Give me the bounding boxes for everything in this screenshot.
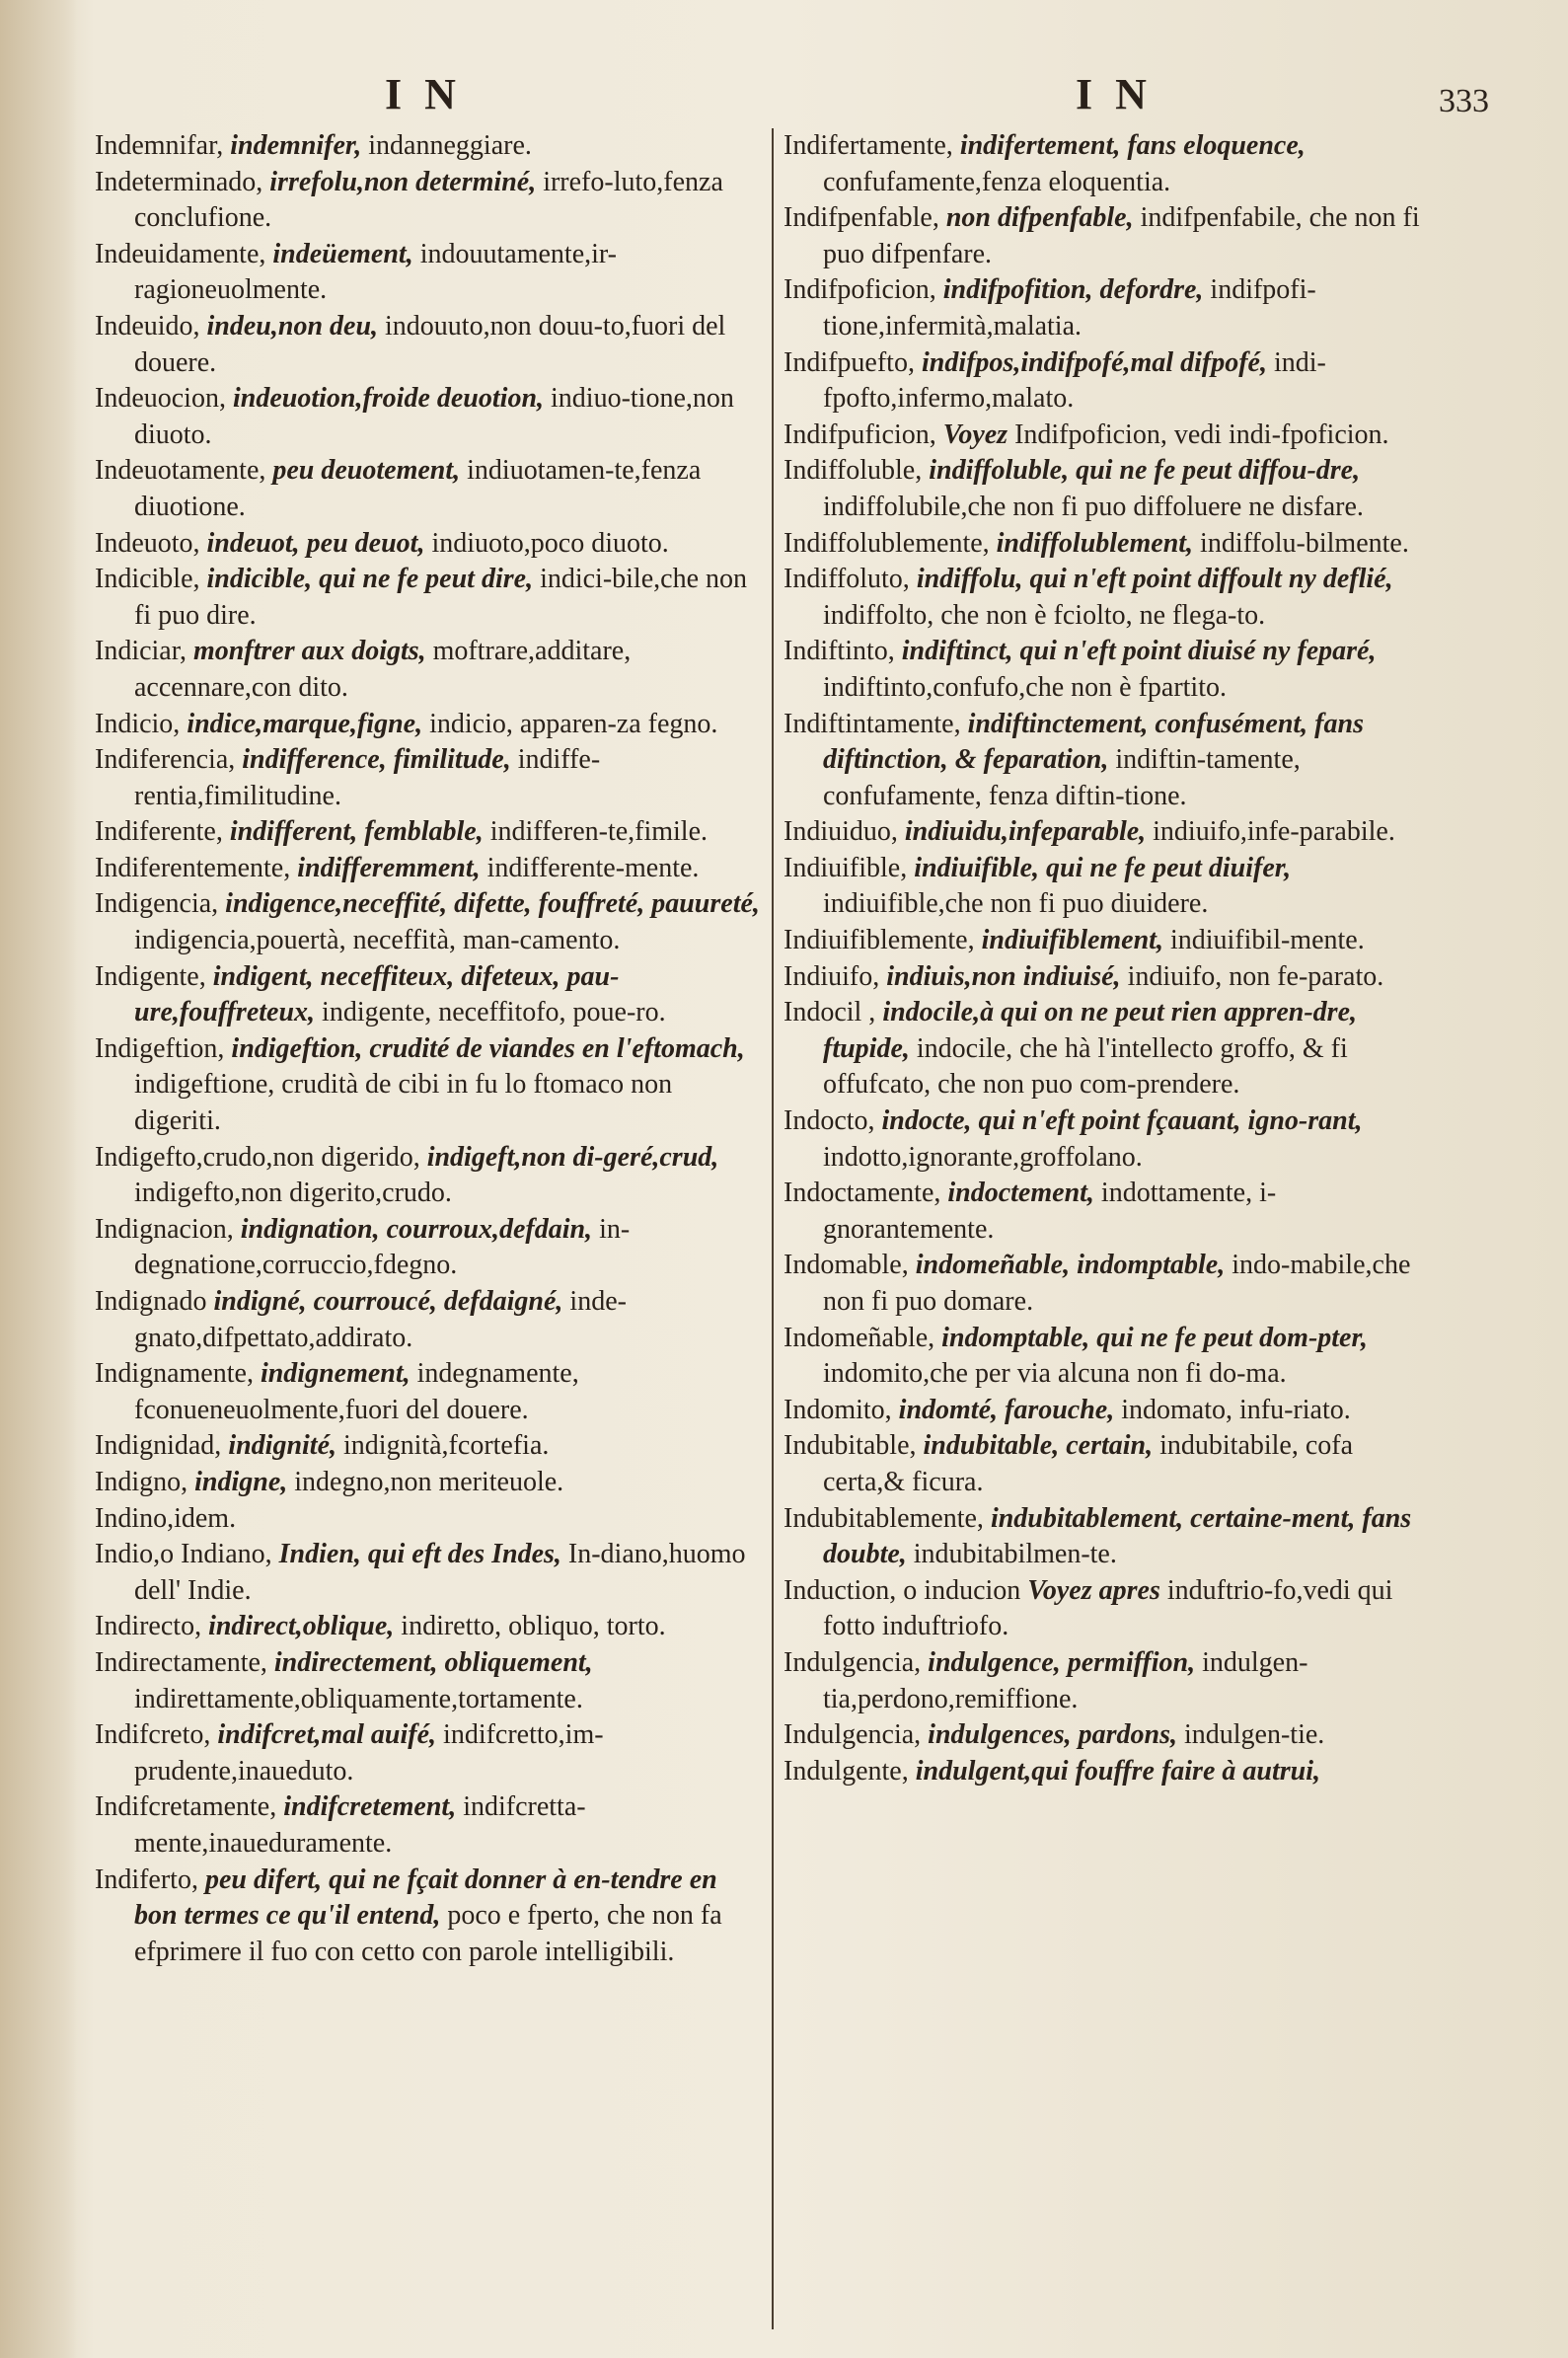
entry-headword: Indicible, [95, 564, 200, 595]
entry-french: non difpenfable, [945, 202, 1134, 234]
entry-french: indifference, fimilitude, [242, 744, 511, 776]
entry-headword: Indeuotamente, [95, 455, 266, 487]
entry-headword: Indiferente, [95, 816, 223, 848]
dictionary-entry [784, 1645, 1435, 1717]
dictionary-entry [95, 1465, 762, 1501]
entry-french: indiftinct, qui n'eft point diuisé ny feparé, [901, 636, 1377, 667]
entry-italian: indiretto, obliquo, torto. [401, 1611, 666, 1642]
entry-italian: in-degnatione,corruccio,fdegno. [134, 1213, 631, 1281]
running-head-right: I N [1076, 70, 1153, 118]
entry-french: indifferent, femblable, [229, 816, 484, 848]
entry-italian: indubitabilmen-te. [913, 1539, 1117, 1570]
entry-headword: Indiuifible, [784, 852, 908, 883]
left-column [95, 128, 762, 1970]
entry-french: indignation, courroux,defdain, [240, 1213, 593, 1245]
dictionary-entry [95, 128, 762, 165]
entry-headword: Indoctamente, [784, 1178, 941, 1209]
entry-french: indulgences, pardons, [928, 1719, 1177, 1751]
entry-italian: indanneggiare. [368, 130, 532, 161]
entry-italian: indigencia,pouertà, neceffità, man-camento. [134, 925, 621, 956]
entry-italian: indiffolto, che non è fciolto, ne flega-to. [823, 599, 1266, 631]
entry-headword: Indiftintamente, [784, 708, 961, 739]
dictionary-entry [95, 381, 762, 453]
entry-french: indiuidu,infeparable, [904, 816, 1147, 848]
entry-headword: Indulgencia, [784, 1646, 922, 1678]
entry-italian: indigefto,non digerito,crudo. [134, 1178, 452, 1209]
entry-italian: indegnamente, fconueneuolmente,fuori del douere. [134, 1358, 579, 1425]
entry-headword: Indifpenfable, [784, 202, 939, 234]
dictionary-entry [784, 562, 1435, 634]
entry-italian: indiuifo, non fe-parato. [1127, 960, 1384, 992]
dictionary-entry [95, 1356, 762, 1428]
entry-headword: Indomeñable, [784, 1322, 935, 1353]
entry-headword: Indignidad, [95, 1430, 222, 1462]
dictionary-entry [95, 742, 762, 814]
entry-french: indigent, neceffiteux, difeteux, pau-ure,fouffreteux, [134, 960, 620, 1028]
entry-italian: indigeftione, crudità de cibi in fu lo ftomaco non digeriti. [134, 1069, 673, 1137]
entry-headword: Indino,idem. [95, 1502, 237, 1534]
entry-headword: Indiuifiblemente, [784, 925, 975, 956]
entry-headword: Indeuidamente, [95, 238, 266, 269]
entry-headword: Indemnifar, [95, 130, 224, 161]
entry-french: indubitable, certain, [923, 1430, 1154, 1462]
entry-french: indigeft,non di-geré,crud, [426, 1141, 719, 1173]
entry-headword: Indocto, [784, 1105, 875, 1137]
dictionary-entry [95, 886, 762, 958]
entry-italian: indegno,non meriteuole. [294, 1466, 564, 1497]
entry-headword: Indigeftion, [95, 1032, 225, 1064]
entry-italian: inde-gnato,difpettato,addirato. [134, 1286, 627, 1353]
entry-french: indigeftion, crudité de viandes en l'eftomach, [231, 1032, 745, 1064]
dictionary-entry [95, 453, 762, 525]
entry-italian: confufamente,fenza eloquentia. [823, 166, 1171, 197]
entry-headword: Indiftinto, [784, 636, 895, 667]
entry-headword: Indifertamente, [784, 130, 953, 161]
entry-italian: indocile, che hà l'intellecto groffo, & fi offufcato, che non puo com-prendere. [823, 1032, 1348, 1101]
entry-italian: Indifpoficion, vedi indi-fpoficion. [1014, 418, 1389, 450]
entry-italian: indifferente-mente. [486, 852, 700, 883]
entry-headword: Indeuocion, [95, 383, 226, 415]
entry-italian: indifcretta-mente,inaueduramente. [134, 1791, 586, 1859]
entry-french: indiuis,non indiuisé, [886, 960, 1121, 992]
entry-italian: indiuifibil-mente. [1169, 925, 1365, 956]
entry-french: indirect,oblique, [208, 1611, 395, 1642]
dictionary-entry [95, 851, 762, 887]
entry-french: peu difert, qui ne fçait donner à en-tendre en bon termes ce qu'il entend, [134, 1864, 717, 1932]
entry-italian: induftrio-fo,vedi qui fotto induftriofo. [823, 1574, 1393, 1642]
entry-headword: Indifpoficion, [784, 274, 936, 306]
dictionary-entry [95, 1140, 762, 1212]
entry-french: indifcret,mal auifé, [217, 1719, 437, 1751]
entry-french: indignité, [228, 1430, 337, 1462]
entry-italian: indigente, neceffitofo, poue-ro. [322, 997, 666, 1028]
dictionary-entry [784, 995, 1435, 1103]
entry-italian: indubitabile, cofa certa,& ficura. [823, 1430, 1354, 1497]
entry-headword: Indifcretamente, [95, 1791, 277, 1823]
entry-headword: Indigno, [95, 1466, 188, 1497]
entry-french: indigné, courroucé, defdaigné, [213, 1286, 563, 1317]
dictionary-entry [95, 1428, 762, 1465]
entry-french: indigence,neceffité, difette, fouffreté, pauureté, [225, 888, 760, 920]
entry-italian: indottamente, i-gnorantemente. [823, 1178, 1277, 1245]
dictionary-entry [784, 1428, 1435, 1500]
running-head-left: I N [385, 70, 462, 118]
dictionary-entry [784, 345, 1435, 418]
entry-headword: Indiferentemente, [95, 852, 291, 883]
entry-headword: Indomable, [784, 1250, 909, 1281]
entry-french: indiftinctement, confusément, fans diftinction, & feparation, [823, 708, 1364, 776]
dictionary-entry [95, 1789, 762, 1862]
entry-italian: indi-fpofto,infermo,malato. [823, 346, 1326, 415]
dictionary-entry [95, 1717, 762, 1789]
dictionary-entry [95, 707, 762, 743]
dictionary-entry [95, 1501, 762, 1538]
entry-french: indulgence, permiffion, [928, 1646, 1196, 1678]
dictionary-entry [784, 707, 1435, 815]
entry-headword: Indiferencia, [95, 744, 236, 776]
entry-headword: Indiffoluto, [784, 564, 910, 595]
entry-french: Voyez apres [1027, 1574, 1160, 1606]
entry-italian: indiffolu-bilmente. [1200, 527, 1409, 559]
entry-french: indifcretement, [283, 1791, 457, 1823]
entry-french: indomptable, qui ne fe peut dom-pter, [941, 1322, 1368, 1353]
entry-french: indeuotion,froide deuotion, [232, 383, 545, 415]
entry-french: indoctement, [947, 1178, 1094, 1209]
entry-headword: Indulgencia, [784, 1719, 922, 1751]
right-column [784, 128, 1435, 1789]
entry-headword: Indocil , [784, 997, 876, 1028]
entry-italian: indouutamente,ir-ragioneuolmente. [134, 238, 617, 306]
entry-headword: Indigencia, [95, 888, 219, 920]
entry-headword: Indubitablemente, [784, 1502, 984, 1534]
entry-italian: indulgen-tia,perdono,remiffione. [823, 1646, 1308, 1714]
entry-headword: Indifcreto, [95, 1719, 211, 1751]
dictionary-entry [784, 814, 1435, 851]
entry-headword: Indiuiduo, [784, 816, 898, 848]
entry-headword: Indeterminado, [95, 166, 263, 197]
entry-headword: Indifpuefto, [784, 346, 915, 378]
entry-italian: moftrare,additare, accennare,con dito. [134, 636, 632, 703]
entry-italian: indouuto,non douu-to,fuori del douere. [134, 310, 726, 378]
dictionary-entry [784, 923, 1435, 959]
dictionary-entry [784, 1573, 1435, 1645]
dictionary-entry [95, 814, 762, 851]
entry-french: indiffolu, qui n'eft point diffoult ny deflié, [916, 564, 1393, 595]
dictionary-entry [784, 1501, 1435, 1573]
binding-margin [0, 0, 77, 2358]
dictionary-entry [95, 309, 762, 381]
entry-headword: Indeuoto, [95, 527, 200, 559]
entry-french: indifpofition, defordre, [942, 274, 1204, 306]
dictionary-entry [95, 1863, 762, 1971]
entry-headword: Indirectamente, [95, 1646, 267, 1678]
entry-italian: indomato, infu-riato. [1121, 1394, 1351, 1425]
dictionary-entry [784, 418, 1435, 454]
entry-french: indigne, [194, 1466, 288, 1497]
entry-french: Voyez [942, 418, 1008, 450]
column-divider [772, 128, 774, 2329]
entry-italian: indicio, apparen-za fegno. [429, 708, 718, 739]
entry-italian: indifpenfabile, che non fi puo difpenfare. [823, 202, 1420, 269]
entry-italian: irrefo-luto,fenza conclufione. [134, 166, 723, 234]
dictionary-entry [784, 128, 1435, 200]
entry-italian: indici-bile,che non fi puo dire. [134, 564, 747, 631]
entry-headword: Indiffoluble, [784, 455, 923, 487]
dictionary-entry [784, 1393, 1435, 1429]
entry-italian: indifcretto,im-prudente,inaueduto. [134, 1719, 604, 1787]
dictionary-entry [784, 1321, 1435, 1393]
entry-headword: Indignamente, [95, 1358, 254, 1390]
dictionary-entry [95, 1609, 762, 1645]
dictionary-entry [95, 562, 762, 634]
dictionary-entry [784, 1103, 1435, 1176]
entry-headword: Indio,o Indiano, [95, 1539, 272, 1570]
entry-french: indocile,à qui on ne peut rien appren-dre, ftupide, [823, 997, 1358, 1064]
entry-headword: Indomito, [784, 1394, 892, 1425]
entry-french: indomté, farouche, [898, 1394, 1115, 1425]
entry-italian: indo-mabile,che non fi puo domare. [823, 1250, 1411, 1317]
dictionary-entry [784, 526, 1435, 563]
entry-italian: indiffe-rentia,fimilitudine. [134, 744, 601, 811]
entry-french: irrefolu,non determiné, [269, 166, 537, 197]
entry-headword: Indiferto, [95, 1864, 198, 1895]
dictionary-entry [95, 1537, 762, 1609]
dictionary-entry [784, 200, 1435, 272]
entry-headword: Indigefto,crudo,non digerido, [95, 1141, 420, 1173]
entry-headword: Indiciar, [95, 636, 187, 667]
entry-headword: Indigente, [95, 960, 206, 992]
dictionary-entry [95, 1212, 762, 1284]
entry-french: indeüement, [272, 238, 413, 269]
dictionary-entry [784, 1176, 1435, 1248]
entry-french: indiuifiblement, [981, 925, 1163, 956]
entry-headword: Indirecto, [95, 1611, 202, 1642]
dictionary-entry [95, 237, 762, 309]
entry-headword: Indubitable, [784, 1430, 917, 1462]
entry-french: Indien, qui eft des Indes, [278, 1539, 561, 1570]
entry-french: peu deuotement, [272, 455, 461, 487]
entry-italian: indiuo-tione,non diuoto. [134, 383, 734, 450]
entry-french: indeu,non deu, [206, 310, 379, 342]
entry-headword: Induction, o inducion [784, 1574, 1021, 1606]
dictionary-entry [95, 959, 762, 1031]
entry-headword: Indiffolublemente, [784, 527, 990, 559]
entry-italian: indignità,fcortefia. [343, 1430, 550, 1462]
entry-french: indiuifible, qui ne fe peut diuifer, [914, 852, 1292, 883]
entry-french: indocte, qui n'eft point fçauant, igno-rant, [881, 1105, 1363, 1137]
entry-headword: Indiuifo, [784, 960, 880, 992]
dictionary-entry [784, 851, 1435, 923]
entry-french: indifpos,indifpofé,mal difpofé, [921, 346, 1267, 378]
entry-italian: indotto,ignorante,groffolano. [823, 1141, 1143, 1173]
dictionary-entry [784, 453, 1435, 525]
entry-headword: Indicio, [95, 708, 181, 739]
dictionary-entry [95, 165, 762, 237]
entry-headword: Indulgente, [784, 1755, 909, 1787]
entry-italian: indiuotamen-te,fenza diuotione. [134, 455, 702, 522]
entry-italian: In-diano,huomo dell' Indie. [134, 1539, 746, 1606]
entry-french: indirectement, obliquement, [273, 1646, 593, 1678]
dictionary-entry [95, 526, 762, 563]
dictionary-entry [784, 1754, 1435, 1790]
entry-italian: indiuoto,poco diuoto. [431, 527, 669, 559]
entry-french: indulgent,qui fouffre faire à autrui, [915, 1755, 1320, 1787]
entry-italian: indiuifo,infe-parabile. [1153, 816, 1395, 848]
dictionary-entry [95, 1645, 762, 1717]
dictionary-entry [784, 959, 1435, 996]
entry-italian: indifferen-te,fimile. [489, 816, 709, 848]
entry-french: indignement, [260, 1358, 411, 1390]
entry-french: indomeñable, indomptable, [915, 1250, 1226, 1281]
entry-french: indice,marque,figne, [187, 708, 423, 739]
entry-french: indemnifer, [230, 130, 362, 161]
entry-italian: poco e fperto, che non fa efprimere il fuo con cetto con parole intelligibili. [134, 1900, 722, 1967]
entry-french: indicible, qui ne fe peut dire, [206, 564, 534, 595]
entry-italian: indiftin-tamente, confufamente, fenza diftin-tione. [823, 744, 1301, 811]
entry-french: indiffolublement, [996, 527, 1194, 559]
entry-french: indifferemment, [297, 852, 481, 883]
dictionary-entry [95, 1284, 762, 1356]
entry-french: indeuot, peu deuot, [206, 527, 425, 559]
entry-italian: indifpofi-tione,infermità,malatia. [823, 274, 1316, 342]
entry-headword: Indignacion, [95, 1213, 234, 1245]
entry-italian: indiuifible,che non fi puo diuidere. [823, 888, 1209, 920]
entry-headword: Indignado [95, 1286, 207, 1317]
entry-italian: indomito,che per via alcuna non fi do-ma. [823, 1358, 1287, 1390]
dictionary-entry [784, 1248, 1435, 1320]
page-number: 333 [1439, 83, 1489, 119]
entry-italian: indiftinto,confufo,che non è fpartito. [823, 671, 1227, 703]
dictionary-entry [95, 634, 762, 706]
entry-italian: indiffolubile,che non fi puo diffoluere ne disfare. [823, 491, 1364, 522]
entry-french: indiffoluble, qui ne fe peut diffou-dre, [929, 455, 1361, 487]
entry-italian: indulgen-tie. [1184, 1719, 1325, 1751]
dictionary-entry [95, 1031, 762, 1140]
entry-headword: Indifpuficion, [784, 418, 936, 450]
entry-french: indifertement, fans eloquence, [959, 130, 1306, 161]
entry-headword: Indeuido, [95, 310, 200, 342]
dictionary-entry [784, 1717, 1435, 1754]
entry-french: indubitablement, certaine-ment, fans doubte, [823, 1502, 1412, 1570]
dictionary-entry [784, 272, 1435, 344]
entry-italian: indirettamente,obliquamente,tortamente. [134, 1683, 583, 1714]
dictionary-entry [784, 634, 1435, 706]
entry-french: monftrer aux doigts, [192, 636, 426, 667]
